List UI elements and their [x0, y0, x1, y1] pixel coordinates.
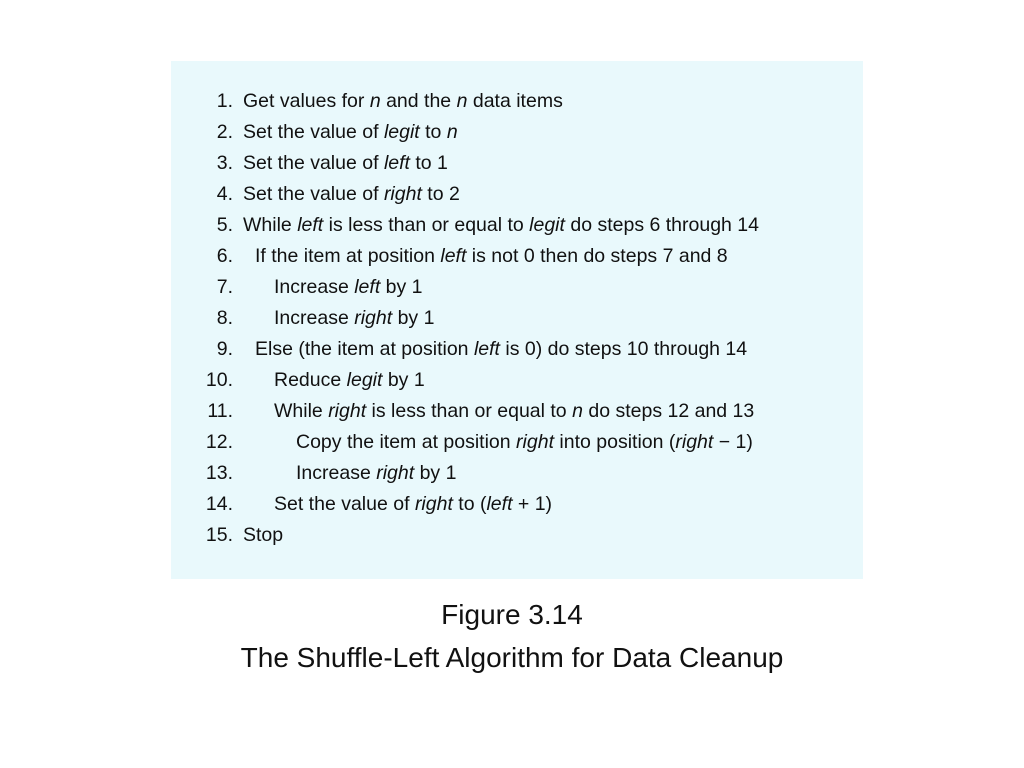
step-text — [243, 179, 460, 210]
step-fragment: data items — [467, 90, 563, 112]
step-number: 6. — [216, 245, 233, 267]
figure-number: Figure 3.14 — [441, 599, 583, 630]
step-variable: left — [383, 152, 410, 174]
step-text — [243, 520, 283, 551]
step-number: 11. — [207, 400, 233, 422]
step-fragment: Set the value of — [243, 183, 384, 205]
step-text — [243, 210, 759, 241]
step-fragment: and the — [380, 90, 457, 112]
step-fragment: do steps 12 and 13 — [582, 400, 755, 422]
step-fragment: Stop — [243, 524, 284, 546]
step-fragment: − 1) — [713, 431, 753, 453]
step-number: 3. — [216, 152, 233, 174]
step-fragment: into position ( — [553, 431, 676, 453]
step-variable: right — [328, 400, 367, 422]
step-fragment: is not 0 then do steps 7 and 8 — [466, 245, 728, 267]
step-variable: n — [369, 90, 381, 112]
step-text — [274, 396, 754, 427]
step-number: 4. — [216, 183, 233, 205]
step-fragment: by 1 — [414, 462, 457, 484]
step-fragment: do steps 6 through 14 — [564, 214, 759, 236]
step-fragment: Else (the item at position — [255, 338, 474, 360]
step-variable: n — [456, 90, 468, 112]
step-variable: left — [486, 493, 513, 515]
step-fragment: to ( — [452, 493, 487, 515]
step-variable: n — [572, 400, 583, 422]
step-number: 7. — [216, 276, 233, 298]
step-number: 10. — [205, 369, 233, 391]
step-fragment: Set the value of — [274, 493, 415, 515]
step-fragment: is less than or equal to — [366, 400, 573, 422]
step-variable: right — [516, 431, 554, 453]
step-fragment: Set the value of — [243, 121, 384, 143]
step-variable: right — [675, 431, 714, 453]
step-fragment: is less than or equal to — [323, 214, 530, 236]
step-variable: legit — [529, 214, 565, 236]
step-variable: right — [414, 493, 453, 515]
figure-title: The Shuffle-Left Algorithm for Data Cleanup — [240, 642, 784, 673]
step-fragment: to 1 — [409, 152, 448, 174]
step-fragment: Get values for — [243, 90, 370, 112]
step-number: 5. — [216, 214, 233, 236]
step-variable: left — [440, 245, 467, 267]
step-fragment: If the item at position — [255, 245, 441, 267]
step-fragment: + 1) — [512, 493, 553, 515]
step-number: 8. — [216, 307, 233, 329]
step-number: 9. — [216, 338, 233, 360]
step-fragment: Set the value of — [243, 152, 384, 174]
step-number: 13. — [205, 462, 233, 484]
step-variable: left — [297, 214, 324, 236]
step-fragment: Increase — [274, 307, 355, 329]
step-text — [255, 334, 747, 365]
step-text — [255, 241, 728, 272]
step-fragment: by 1 — [380, 276, 423, 298]
step-text — [296, 458, 456, 489]
step-fragment: is 0) do steps 10 through 14 — [499, 338, 748, 360]
step-fragment: to 2 — [421, 183, 460, 205]
step-variable: legit — [383, 121, 420, 143]
step-variable: right — [383, 183, 422, 205]
step-text — [243, 86, 563, 117]
step-fragment: Increase — [274, 276, 355, 298]
step-fragment: Increase — [296, 462, 377, 484]
step-number: 15. — [205, 524, 233, 546]
step-fragment: to — [419, 121, 447, 143]
step-text — [296, 427, 753, 458]
step-text — [274, 489, 552, 520]
step-variable: left — [354, 276, 381, 298]
step-fragment: While — [243, 214, 298, 236]
step-text — [243, 117, 458, 148]
step-variable: right — [354, 307, 393, 329]
step-fragment: While — [274, 400, 329, 422]
step-fragment: by 1 — [392, 307, 435, 329]
step-variable: n — [446, 121, 458, 143]
step-number: 14. — [205, 493, 233, 515]
step-number: 2. — [216, 121, 233, 143]
step-text — [274, 272, 423, 303]
step-fragment: Copy the item at position — [296, 431, 517, 453]
step-fragment: Reduce — [274, 369, 347, 391]
step-number: 1. — [216, 90, 233, 112]
step-variable: left — [473, 338, 500, 360]
step-text — [243, 148, 448, 179]
step-variable: legit — [346, 369, 383, 391]
step-variable: right — [376, 462, 415, 484]
step-fragment: by 1 — [382, 369, 425, 391]
step-text — [274, 365, 425, 396]
step-text — [274, 303, 434, 334]
step-number: 12. — [205, 431, 233, 453]
